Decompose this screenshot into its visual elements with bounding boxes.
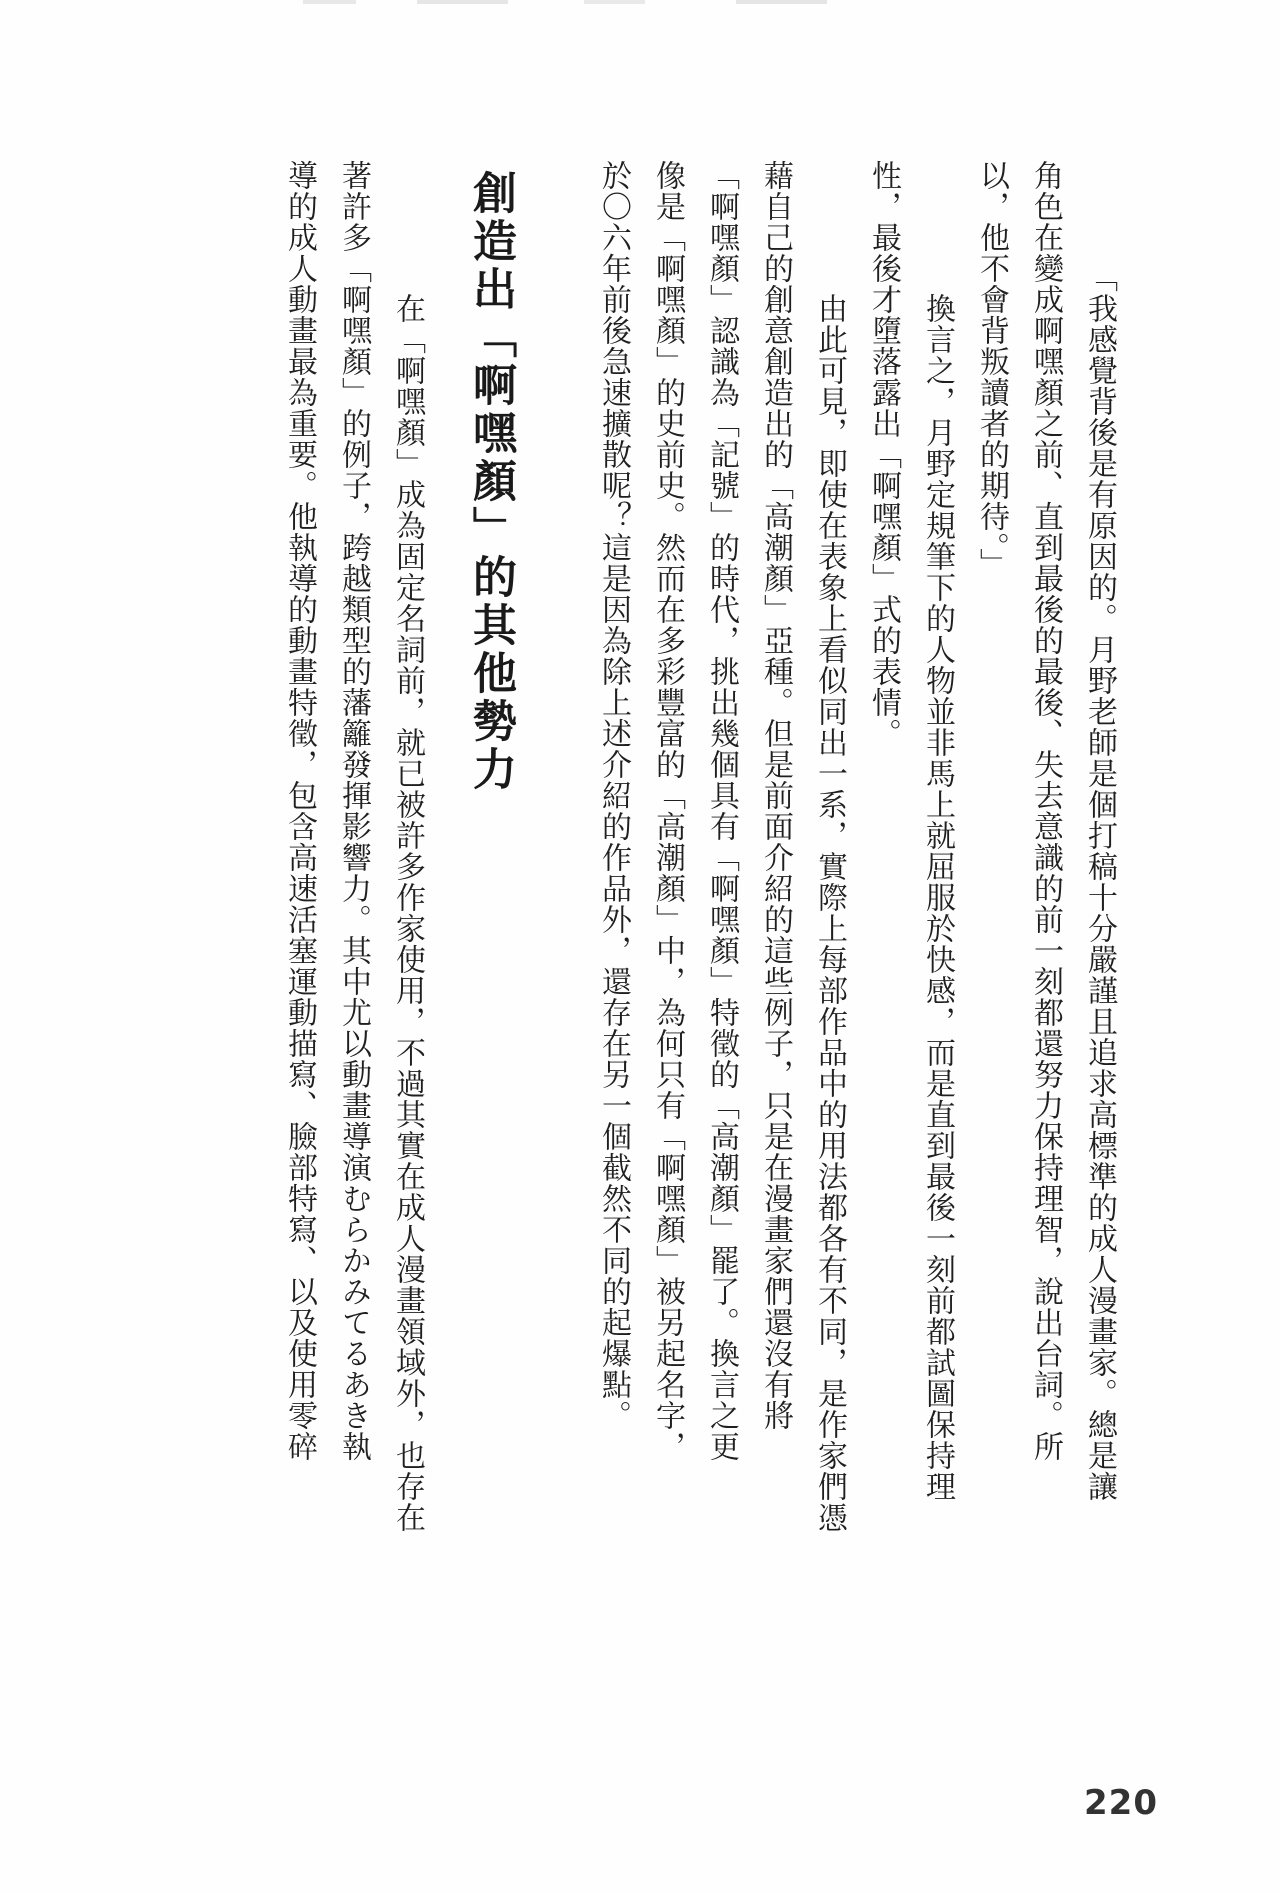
text-line-2: 角色在變成啊嘿顏之前、直到最後的最後、失去意識的前一刻都還努力保持理智，說出台詞。所 bbox=[1028, 160, 1063, 1462]
text-line-10: 於〇六年前後急速擴散呢？這是因為除上述介紹的作品外，還存在另一個截然不同的起爆點。 bbox=[596, 160, 631, 1431]
text-line-9: 像是「啊嘿顏」的史前史。然而在多彩豐富的「高潮顏」中，為何只有「啊嘿顏」被另起名字， bbox=[650, 160, 685, 1462]
text-line-6: 由此可見，即使在表象上看似同出一系，實際上每部作品中的用法都各有不同，是作家們憑 bbox=[812, 262, 847, 1533]
text-line-1: 「我感覺背後是有原因的。月野老師是個打稿十分嚴謹且追求高標準的成人漫畫家。總是讓 bbox=[1082, 262, 1117, 1502]
text-line-8: 「啊嘿顏」認識為「記號」的時代，挑出幾個具有「啊嘿顏」特徵的「高潮顏」罷了。換言之更 bbox=[704, 160, 739, 1462]
page-number: 220 bbox=[1084, 1783, 1158, 1823]
section-heading: 創造出「啊嘿顏」的其他勢力 bbox=[465, 170, 516, 794]
text-line-3: 以，他不會背叛讀者的期待。」 bbox=[974, 160, 1009, 579]
top-edge-rule bbox=[280, 0, 1040, 4]
text-line-7: 藉自己的創意創造出的「高潮顏」亞種。但是前面介紹的這些例子，只是在漫畫家們還沒有將 bbox=[758, 160, 793, 1431]
text-line-12: 著許多「啊嘿顏」的例子，跨越類型的藩籬發揮影響力。其中尤以動畫導演むらかみてるあき執 bbox=[336, 160, 371, 1462]
text-line-11: 在「啊嘿顏」成為固定名詞前，就已被許多作家使用，不過其實在成人漫畫領域外，也存在 bbox=[390, 262, 425, 1533]
text-line-4: 換言之，月野定規筆下的人物並非馬上就屈服於快感，而是直到最後一刻前都試圖保持理 bbox=[920, 262, 955, 1502]
text-line-13: 導的成人動畫最為重要。他執導的動畫特徵，包含高速活塞運動描寫、臉部特寫、以及使用零碎 bbox=[282, 160, 317, 1462]
text-line-5: 性，最後才墮落露出「啊嘿顏」式的表情。 bbox=[866, 160, 901, 749]
